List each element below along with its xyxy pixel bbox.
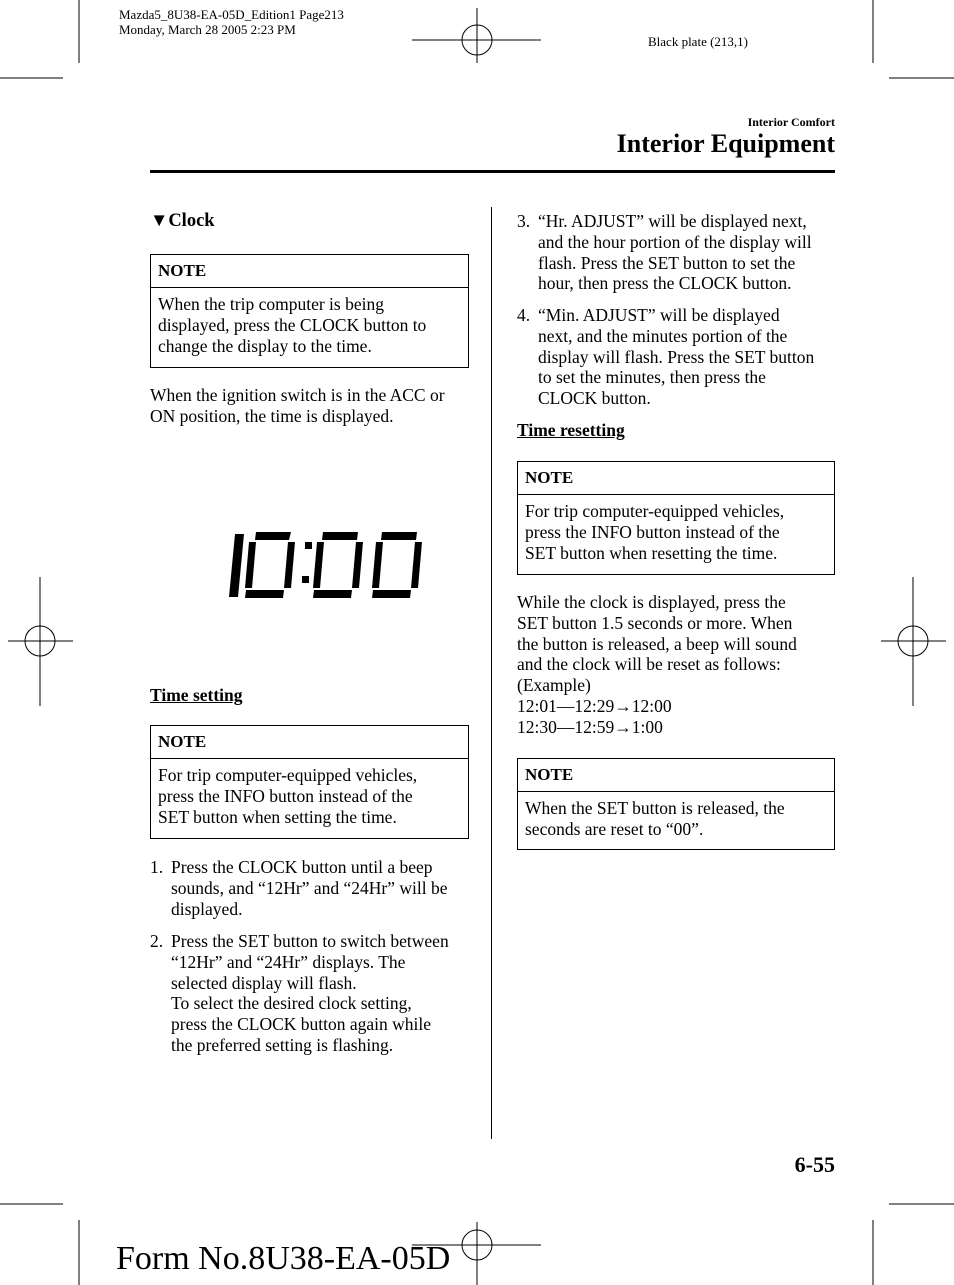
step-line: hour, then press the CLOCK button.	[538, 273, 792, 294]
time-resetting-heading: Time resetting	[517, 420, 625, 440]
paragraph-line: and the clock will be reset as follows:	[517, 654, 781, 675]
note-line: For trip computer-equipped vehicles,	[158, 765, 418, 785]
note-line: seconds are reset to “00”.	[525, 818, 704, 839]
note-box	[150, 725, 469, 839]
print-job-line: Mazda5_8U38-EA-05D_Edition1 Page213	[119, 7, 344, 22]
note-title: NOTE	[518, 759, 834, 792]
column-divider	[491, 207, 492, 1139]
step-item	[517, 211, 847, 295]
step-item	[517, 305, 847, 410]
note-line: When the SET button is released, the	[525, 798, 785, 818]
step-line: press the CLOCK button again while	[171, 1014, 432, 1035]
paragraph-line: While the clock is displayed, press the	[517, 592, 786, 612]
note-box	[517, 461, 835, 575]
step-line: displayed.	[171, 898, 243, 919]
step-line: sounds, and “12Hr” and “24Hr” will be	[171, 877, 448, 898]
digit-zero-hours-ones	[245, 532, 295, 598]
form-number: Form No.8U38-EA-05D	[116, 1240, 451, 1277]
paragraph-line: 12:01―12:29→12:00	[517, 695, 672, 716]
step-number: 2.	[150, 931, 164, 951]
step-number: 3.	[517, 211, 531, 231]
note-body	[151, 288, 468, 364]
step-line: Press the SET button to switch between	[171, 931, 449, 951]
digit-zero-minutes-ones	[372, 532, 422, 598]
note-body	[151, 759, 468, 835]
note-line: When the trip computer is being	[158, 294, 384, 314]
note-box	[517, 758, 835, 850]
note-box	[150, 254, 469, 368]
digit-zero-minutes-tens	[313, 532, 363, 598]
print-job-info	[119, 7, 344, 37]
note-line: displayed, press the CLOCK button to	[158, 314, 427, 335]
paragraph-line: When the ignition switch is in the ACC or	[150, 385, 445, 405]
note-line: SET button when resetting the time.	[525, 542, 778, 563]
step-line: CLOCK button.	[538, 388, 651, 409]
step-line: “Min. ADJUST” will be displayed	[538, 305, 780, 325]
section-title: Interior Comfort	[747, 115, 835, 129]
note-title: NOTE	[151, 255, 468, 288]
digit-one	[229, 534, 244, 597]
step-line: and the hour portion of the display will	[538, 231, 812, 252]
header-rule	[150, 170, 835, 173]
chapter-title: Interior Equipment	[616, 129, 835, 158]
step-line: the preferred setting is flashing.	[171, 1034, 394, 1055]
step-line: selected display will flash.	[171, 972, 357, 993]
step-text	[171, 931, 449, 1056]
paragraph-line: (Example)	[517, 675, 591, 696]
step-number: 1.	[150, 857, 164, 877]
reset-paragraph	[517, 592, 797, 738]
paragraph-line: the button is released, a beep will sound	[517, 633, 797, 654]
note-title: NOTE	[151, 726, 468, 759]
step-item	[150, 931, 480, 1057]
step-text	[538, 211, 812, 294]
page-number: 6-55	[794, 1152, 835, 1177]
note-line: press the INFO button instead of the	[525, 521, 780, 542]
colon-dot-bottom	[302, 576, 309, 583]
step-number: 4.	[517, 305, 531, 325]
step-text	[171, 857, 448, 919]
triangle-marker-icon: ▼	[150, 211, 169, 231]
note-line: change the display to the time.	[158, 335, 372, 356]
plate-label: Black plate (213,1)	[648, 34, 748, 49]
paragraph-line: 12:30―12:59→1:00	[517, 716, 663, 737]
step-line: next, and the minutes portion of the	[538, 325, 788, 346]
step-line: display will flash. Press the SET button	[538, 346, 815, 367]
paragraph-line: SET button 1.5 seconds or more. When	[517, 612, 793, 633]
note-line: SET button when setting the time.	[158, 806, 397, 827]
ignition-paragraph	[150, 385, 445, 427]
step-line: to set the minutes, then press the	[538, 367, 766, 388]
note-body	[518, 792, 834, 848]
colon-dot-top	[305, 542, 312, 549]
note-line: press the INFO button instead of the	[158, 785, 413, 806]
paragraph-line: ON position, the time is displayed.	[150, 405, 394, 426]
step-line: flash. Press the SET button to set the	[538, 252, 796, 273]
print-date-line: Monday, March 28 2005 2:23 PM	[119, 22, 296, 37]
time-setting-heading: Time setting	[150, 685, 243, 705]
step-item	[150, 857, 480, 921]
step-line: To select the desired clock setting,	[171, 993, 412, 1014]
clock-heading-text: Clock	[168, 211, 215, 231]
note-line: For trip computer-equipped vehicles,	[525, 501, 785, 521]
step-line: Press the CLOCK button until a beep	[171, 857, 433, 877]
note-title: NOTE	[518, 462, 834, 495]
step-text	[538, 305, 814, 409]
clock-display-illustration	[225, 530, 425, 602]
clock-heading	[150, 211, 215, 232]
step-line: “12Hr” and “24Hr” displays. The	[171, 951, 406, 972]
note-body	[518, 495, 834, 571]
step-line: “Hr. ADJUST” will be displayed next,	[538, 211, 807, 231]
